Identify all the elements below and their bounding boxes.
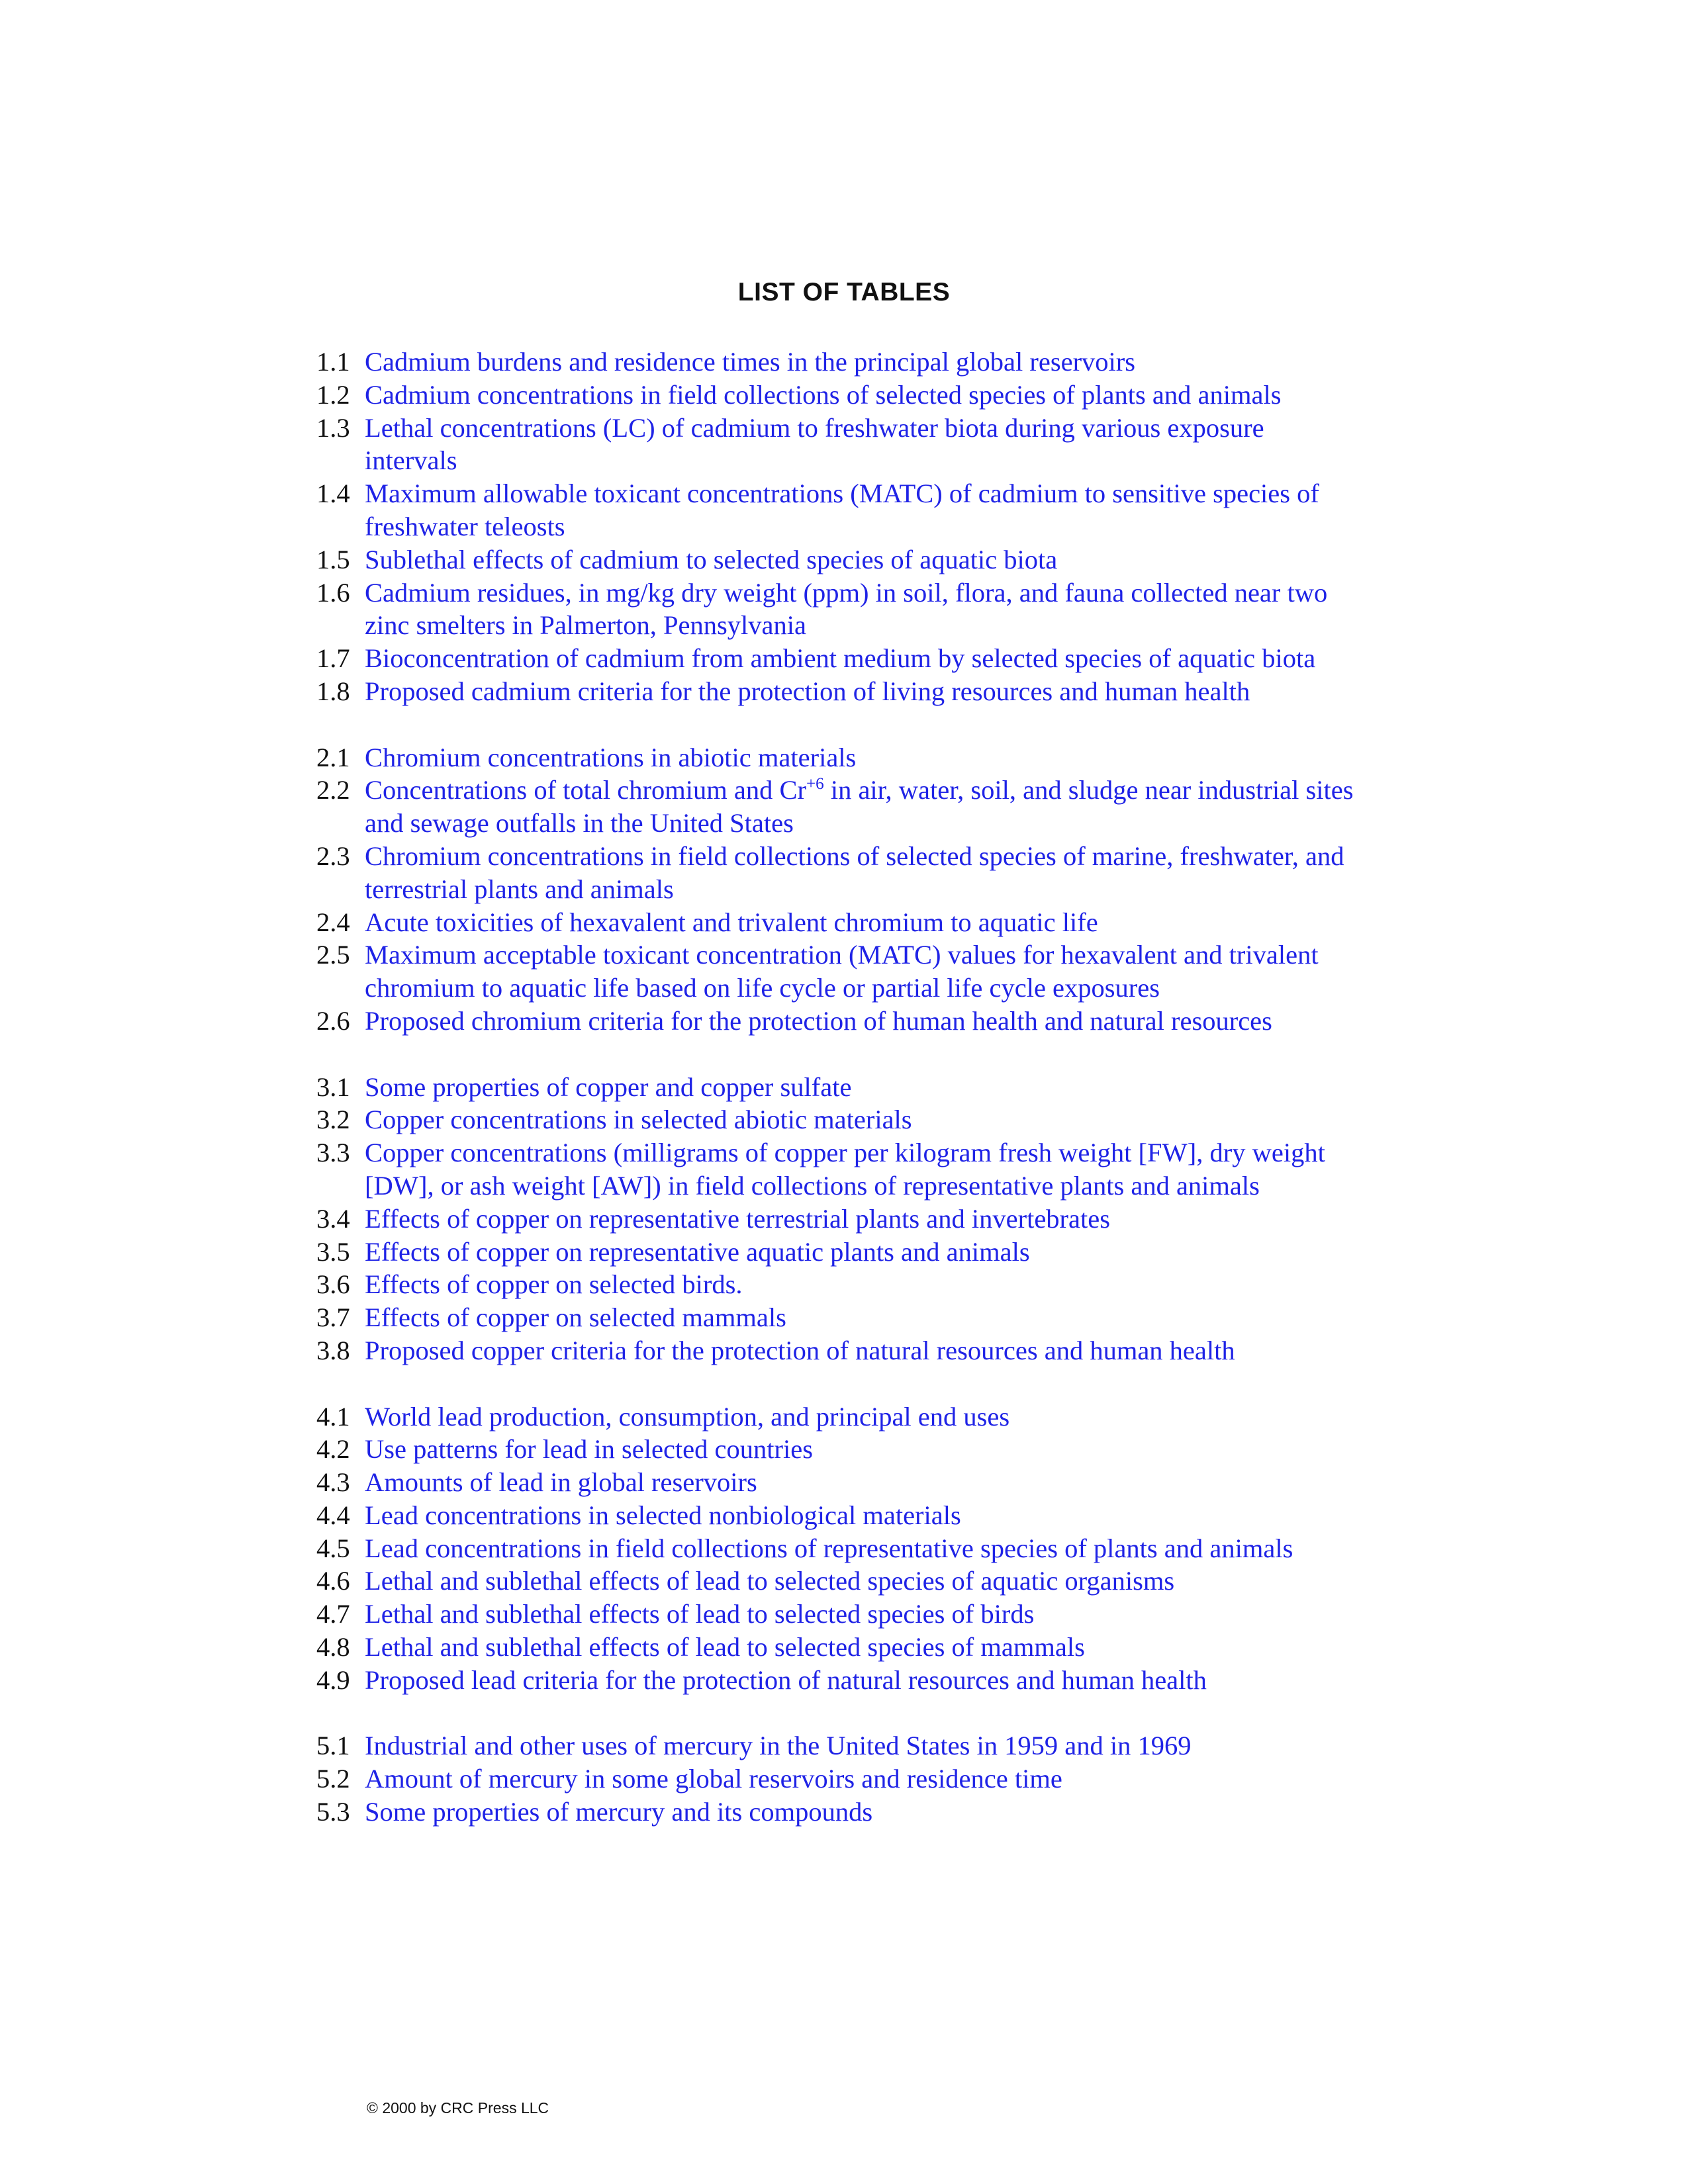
list-item <box>316 1598 1362 1631</box>
table-number: 1.5 <box>316 544 350 574</box>
table-link[interactable]: Proposed copper criteria for the protection of natural resources and human health <box>365 1335 1235 1365</box>
table-link[interactable]: Use patterns for lead in selected countries <box>365 1434 813 1465</box>
table-link[interactable]: Copper concentrations (milligrams of copper per kilogram fresh weight [FW], dry weight [DW], or ash weight [AW]) in field collections of representative plants and animals <box>365 1138 1325 1201</box>
group-lead <box>316 1400 1362 1697</box>
list-item <box>316 1499 1362 1532</box>
list-item <box>316 1400 1362 1433</box>
table-link[interactable]: Effects of copper on representative terrestrial plants and invertebrates <box>365 1203 1111 1234</box>
table-number: 4.5 <box>316 1533 350 1563</box>
table-link[interactable]: Amounts of lead in global reservoirs <box>365 1467 757 1498</box>
list-item <box>316 543 1362 576</box>
list-item <box>316 906 1362 939</box>
list-item <box>316 1532 1362 1565</box>
table-number: 1.6 <box>316 577 350 608</box>
table-link-text: in air, water, soil, and sludge near industrial sites and sewage outfalls in the United States <box>365 775 1354 839</box>
list-item <box>316 1136 1362 1203</box>
table-link[interactable]: Cadmium burdens and residence times in the principal global reservoirs <box>365 347 1136 377</box>
list-item <box>316 1203 1362 1236</box>
table-number: 4.1 <box>316 1401 350 1432</box>
table-number: 1.7 <box>316 643 350 674</box>
table-number: 3.3 <box>316 1138 350 1168</box>
group-mercury <box>316 1729 1362 1828</box>
group-cadmium <box>316 345 1362 708</box>
list-item <box>316 1103 1362 1136</box>
list-item <box>316 1729 1362 1762</box>
list-item <box>316 345 1362 379</box>
table-link[interactable]: Lead concentrations in selected nonbiological materials <box>365 1500 961 1530</box>
list-item <box>316 1433 1362 1466</box>
table-number: 2.6 <box>316 1005 350 1036</box>
table-number: 4.7 <box>316 1599 350 1629</box>
table-link[interactable]: Acute toxicities of hexavalent and trivalent chromium to aquatic life <box>365 907 1098 937</box>
list-item <box>316 1631 1362 1664</box>
table-number: 1.8 <box>316 676 350 706</box>
list-item <box>316 1565 1362 1598</box>
list-item <box>316 1466 1362 1499</box>
list-item <box>316 675 1362 708</box>
table-number: 4.2 <box>316 1434 350 1465</box>
table-number: 3.5 <box>316 1236 350 1267</box>
table-link[interactable]: Amount of mercury in some global reservoirs and residence time <box>365 1764 1062 1794</box>
table-number: 3.7 <box>316 1302 350 1333</box>
table-link-text: Concentrations of total chromium and Cr <box>365 775 806 805</box>
table-link[interactable]: Sublethal effects of cadmium to selected species of aquatic biota <box>365 544 1058 574</box>
table-link[interactable]: Cadmium concentrations in field collections of selected species of plants and animals <box>365 379 1282 410</box>
table-link[interactable]: Bioconcentration of cadmium from ambient medium by selected species of aquatic biota <box>365 643 1316 674</box>
table-link[interactable]: Chromium concentrations in abiotic materials <box>365 742 857 772</box>
table-number: 5.1 <box>316 1731 350 1761</box>
table-number: 1.4 <box>316 478 350 509</box>
table-number: 1.1 <box>316 347 350 377</box>
page-title: LIST OF TABLES <box>737 278 951 306</box>
list-item <box>316 1301 1362 1334</box>
list-item <box>316 379 1362 412</box>
list-item <box>316 1762 1362 1796</box>
table-number: 4.3 <box>316 1467 350 1498</box>
table-number: 4.6 <box>316 1566 350 1596</box>
table-link[interactable] <box>365 774 1362 840</box>
table-link[interactable]: Lead concentrations in field collections of representative species of plants and animals <box>365 1533 1293 1563</box>
table-number: 2.1 <box>316 742 350 772</box>
table-list <box>316 345 1362 1829</box>
table-link[interactable]: Lethal and sublethal effects of lead to selected species of mammals <box>365 1632 1085 1662</box>
list-item <box>316 1796 1362 1829</box>
list-item <box>316 1268 1362 1301</box>
table-link[interactable]: Proposed cadmium criteria for the protection of living resources and human health <box>365 676 1250 706</box>
table-link[interactable]: Maximum allowable toxicant concentrations (MATC) of cadmium to sensitive species of freshwater teleosts <box>365 478 1319 541</box>
table-link[interactable]: Industrial and other uses of mercury in the United States in 1959 and in 1969 <box>365 1731 1192 1761</box>
table-number: 3.1 <box>316 1071 350 1102</box>
table-number: 3.6 <box>316 1269 350 1300</box>
list-item <box>316 774 1362 840</box>
list-item <box>316 642 1362 675</box>
table-number: 1.2 <box>316 379 350 410</box>
table-link[interactable]: Cadmium residues, in mg/kg dry weight (ppm) in soil, flora, and fauna collected near two zinc smelters in Palmerton, Pennsylvania <box>365 577 1328 641</box>
list-item <box>316 1664 1362 1697</box>
table-number: 3.2 <box>316 1105 350 1135</box>
table-link[interactable]: Lethal concentrations (LC) of cadmium to freshwater biota during various exposure intervals <box>365 412 1264 476</box>
table-link[interactable]: Some properties of mercury and its compounds <box>365 1797 873 1827</box>
table-link[interactable]: Lethal and sublethal effects of lead to selected species of aquatic organisms <box>365 1566 1175 1596</box>
table-number: 5.2 <box>316 1764 350 1794</box>
superscript-charge: +6 <box>806 775 824 794</box>
table-number: 2.5 <box>316 940 350 970</box>
table-number: 4.4 <box>316 1500 350 1530</box>
table-link[interactable]: Maximum acceptable toxicant concentration (MATC) values for hexavalent and trivalent chromium to aquatic life based on life cycle or partial life cycle exposures <box>365 940 1319 1003</box>
group-copper <box>316 1071 1362 1367</box>
list-item <box>316 840 1362 906</box>
table-link[interactable]: World lead production, consumption, and principal end uses <box>365 1401 1010 1432</box>
table-link[interactable]: Chromium concentrations in field collections of selected species of marine, freshwater, and terrestrial plants and animals <box>365 841 1344 904</box>
list-item <box>316 1071 1362 1104</box>
table-link[interactable]: Effects of copper on selected birds. <box>365 1269 743 1300</box>
table-link[interactable]: Copper concentrations in selected abiotic materials <box>365 1105 912 1135</box>
table-link[interactable]: Effects of copper on representative aquatic plants and animals <box>365 1236 1030 1267</box>
table-link[interactable]: Proposed lead criteria for the protection of natural resources and human health <box>365 1664 1207 1695</box>
table-number: 2.3 <box>316 841 350 871</box>
table-number: 4.8 <box>316 1632 350 1662</box>
table-number: 3.4 <box>316 1203 350 1234</box>
table-number: 5.3 <box>316 1797 350 1827</box>
table-link[interactable]: Some properties of copper and copper sulfate <box>365 1071 852 1102</box>
list-item <box>316 1236 1362 1269</box>
list-item <box>316 741 1362 774</box>
table-number: 2.4 <box>316 907 350 937</box>
table-link[interactable]: Proposed chromium criteria for the protection of human health and natural resources <box>365 1005 1272 1036</box>
table-number: 4.9 <box>316 1664 350 1695</box>
table-link[interactable]: Effects of copper on selected mammals <box>365 1302 786 1333</box>
list-item <box>316 576 1362 643</box>
table-number: 3.8 <box>316 1335 350 1365</box>
list-item <box>316 412 1362 478</box>
group-chromium <box>316 741 1362 1038</box>
list-item <box>316 1005 1362 1038</box>
list-item <box>316 1334 1362 1367</box>
table-link[interactable]: Lethal and sublethal effects of lead to selected species of birds <box>365 1599 1035 1629</box>
table-number: 2.2 <box>316 775 350 805</box>
list-item <box>316 938 1362 1005</box>
list-item <box>316 477 1362 543</box>
copyright-footer: © 2000 by CRC Press LLC <box>367 2099 549 2116</box>
table-number: 1.3 <box>316 412 350 443</box>
